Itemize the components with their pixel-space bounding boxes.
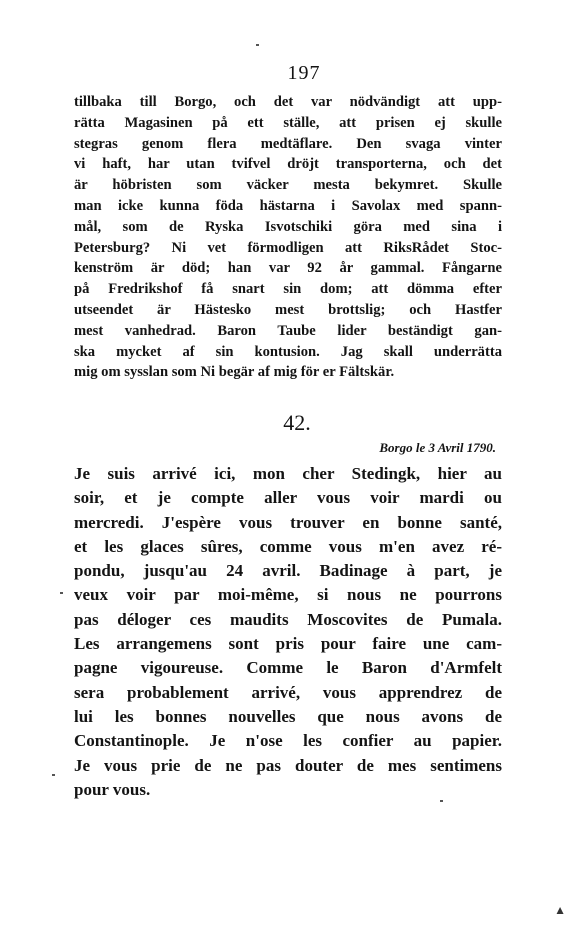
text-line: man icke kunna föda hästarna i Savolax med spann- xyxy=(74,197,502,214)
text-line: Les arrangemens sont pris pour faire une cam- xyxy=(74,634,502,654)
text-line: Je suis arrivé ici, mon cher Stedingk, hier au xyxy=(74,464,502,483)
swedish-paragraph xyxy=(74,92,502,383)
text-line: vi haft, har utan tvifvel dröjt transporterna, och det xyxy=(74,156,502,173)
text-line: pondu, jusqu'au 24 avril. Badinage à part, je xyxy=(74,561,502,581)
text-line: mercredi. J'espère vous trouver en bonne santé, xyxy=(74,512,502,532)
corner-mark: ▲ xyxy=(554,903,566,917)
text-line: stegras genom flera medtäflare. Den svaga vinter xyxy=(74,135,502,152)
text-line: sera probablement arrivé, vous apprendrez de xyxy=(74,682,502,702)
text-line: tillbaka till Borgo, och det var nödvändigt att upp- xyxy=(74,94,502,110)
text-line: rätta Magasinen på ett ställe, att prisen ej skulle xyxy=(74,114,502,131)
text-line: pagne vigoureuse. Comme le Baron d'Armfelt xyxy=(74,658,502,678)
text-line: mig om sysslan som Ni begär af mig för er Fältskär. xyxy=(74,364,395,381)
print-speck xyxy=(256,44,259,46)
text-line: soir, et je compte aller vous voir mardi ou xyxy=(74,488,502,508)
print-speck xyxy=(60,592,63,594)
text-line: Petersburg? Ni vet förmodligen att RiksRådet Stoc- xyxy=(74,239,502,256)
text-line: lui les bonnes nouvelles que nous avons de xyxy=(74,706,502,726)
text-line: mål, som de Ryska Isvotschiki göra med sina i xyxy=(74,218,502,235)
text-line: Constantinople. Je n'ose les confier au papier. xyxy=(74,731,502,751)
letter-number: 42. xyxy=(283,410,311,435)
text-line: är höbristen som väcker mesta bekymret. Skulle xyxy=(74,177,502,194)
text-line: pour vous. xyxy=(74,779,151,799)
page-number: 197 xyxy=(287,62,321,84)
text-line: kenström är död; han var 92 år gammal. Fångarne xyxy=(74,260,502,277)
text-line: utseendet är Hästesko mest brottslig; och Hastfer xyxy=(74,301,502,318)
text-line: Je vous prie de ne pas douter de mes sentimens xyxy=(74,755,502,775)
print-speck xyxy=(440,800,443,802)
text-line: pas déloger ces maudits Moscovites de Pumala. xyxy=(74,609,502,629)
print-speck xyxy=(52,774,55,776)
text-line: veux voir par moi-même, si nous ne pourrons xyxy=(74,585,502,605)
text-line: ska mycket af sin kontusion. Jag skall underrätta xyxy=(74,343,502,360)
text-line: mest vanhedrad. Baron Taube lider beständigt gan- xyxy=(74,322,502,339)
text-line: et les glaces sûres, comme vous m'en avez ré- xyxy=(74,536,502,556)
letter-dateline: Borgo le 3 Avril 1790. xyxy=(379,440,496,455)
letter-body xyxy=(74,462,502,802)
text-line: på Fredrikshof få snart sin dom; att dömma efter xyxy=(74,281,502,298)
